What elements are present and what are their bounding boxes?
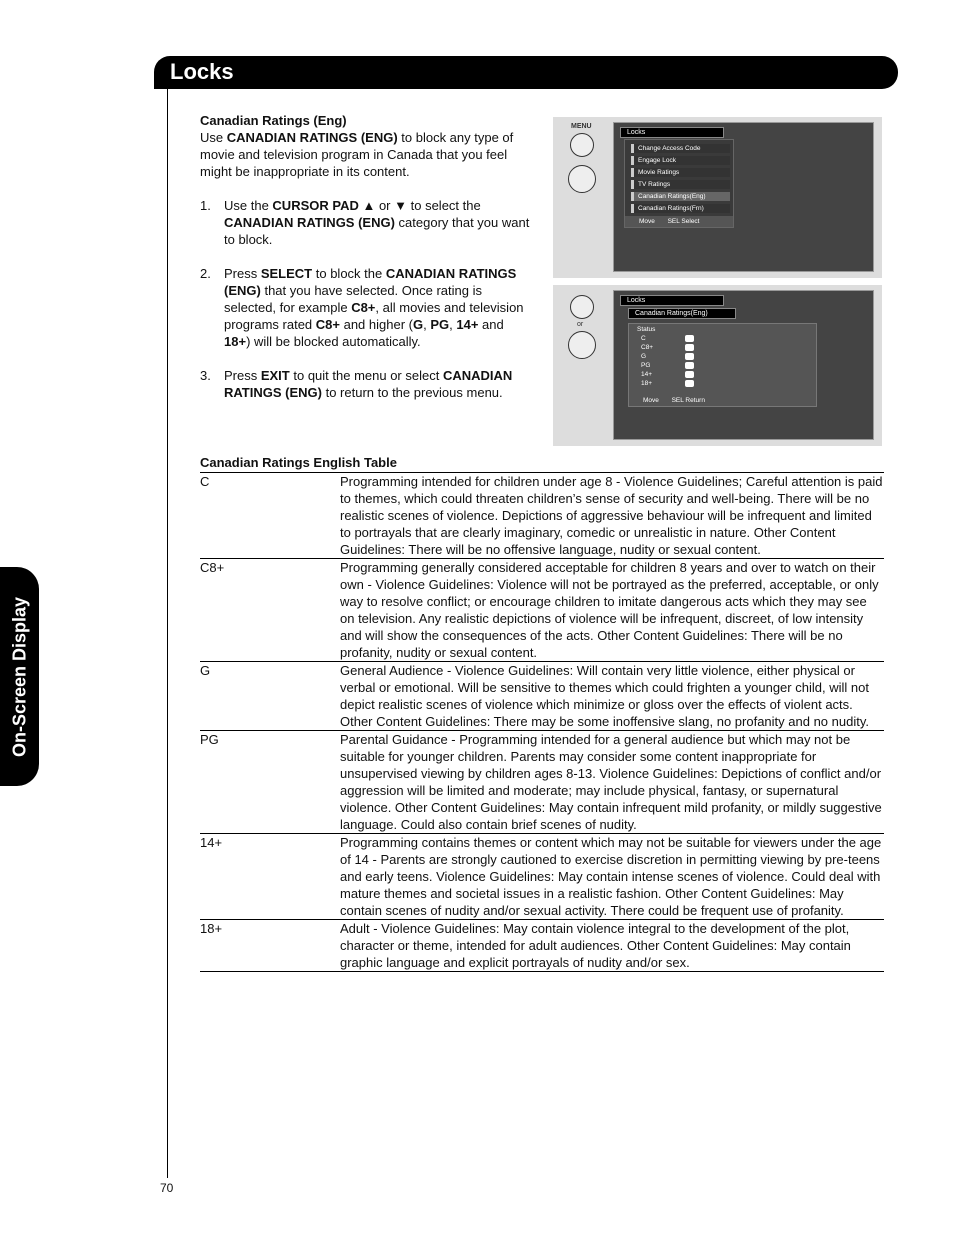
osd-item: Movie Ratings — [631, 168, 730, 177]
rating-code: PG — [200, 732, 219, 747]
side-tab-label: On-Screen Display — [9, 596, 29, 757]
rating-code: C — [200, 474, 210, 489]
menu-button-icon — [570, 133, 594, 157]
or-label: or — [577, 321, 584, 328]
menu-screenshot-1 — [553, 117, 882, 278]
lock-icon — [685, 344, 694, 351]
lock-icon — [685, 380, 694, 387]
rating-description: Programming generally considered acceptable for children 8 years and over to watch on their own - Violence Guidelines: Violence will not be portrayed as the preferred, acceptable, or only way to resolve conflict; or encourage children to imitate dangerous acts which they may see on television. Any realistic depictions of violence will be infrequent, discreet, of low intensity and will show the consequences of the acts. Other Content Guidelines: There will be no profanity, nudity or sexual content. — [340, 560, 879, 660]
page-number: 70 — [160, 1181, 174, 1195]
osd-title: Locks — [620, 295, 724, 306]
ratings-status-box — [628, 323, 817, 407]
lock-icon — [685, 362, 694, 369]
osd-item: Canadian Ratings(Frn) — [631, 204, 730, 213]
osd-subtitle: Canadian Ratings(Eng) — [628, 308, 736, 319]
table-title: Canadian Ratings English Table — [200, 455, 397, 470]
rating-code: 14+ — [200, 835, 223, 850]
select-button-icon — [570, 295, 594, 319]
lock-icon — [685, 371, 694, 378]
page-title: Locks — [170, 59, 234, 84]
osd-item-selected: Canadian Ratings(Eng) — [631, 192, 730, 201]
margin-rule — [167, 89, 168, 1178]
osd-item: Change Access Code — [631, 144, 730, 153]
rating-code: G — [200, 663, 211, 678]
instructions — [200, 112, 530, 401]
header-bar — [154, 56, 898, 89]
rating-g: G — [641, 353, 647, 360]
intro-text: Use CANADIAN RATINGS (ENG) to block any type of movie and television program in Canada that you feel might be inappropriate in its content. — [200, 130, 514, 179]
rating-description: Adult - Violence Guidelines: May contain violence integral to the development of the plot, character or theme, intended for adult audiences. Other Content Guidelines: May contain graphic language and explicit portrayals of nudity and/or sex. — [340, 921, 851, 970]
menu-screenshot-2 — [553, 285, 882, 446]
osd-item: TV Ratings — [631, 180, 730, 189]
side-tab — [0, 567, 39, 786]
step-3: 3. Press EXIT to quit the menu or select CANADIAN RATINGS (ENG) to return to the previous menu. — [200, 368, 513, 400]
lock-icon — [685, 335, 694, 342]
rating-14: 14+ — [641, 371, 653, 378]
ratings-table — [200, 472, 884, 972]
osd-title: Locks — [620, 127, 724, 138]
rating-c: C — [641, 335, 646, 342]
menu-button-label: MENU — [571, 123, 592, 130]
osd-footer: Move SEL Select — [625, 216, 733, 227]
rating-code: C8+ — [200, 560, 225, 575]
osd-menu — [624, 139, 734, 228]
table-row — [200, 559, 884, 662]
table-row — [200, 662, 884, 731]
cursor-pad-icon — [568, 331, 596, 359]
step-1: 1. Use the CURSOR PAD ▲ or ▼ to select the CANADIAN RATINGS (ENG) category that you want to block. — [200, 198, 530, 247]
rating-c8: C8+ — [641, 344, 654, 351]
osd-footer: Move SEL Return — [629, 395, 816, 406]
table-row — [200, 834, 884, 920]
tv-screen — [613, 122, 874, 272]
osd-item: Engage Lock — [631, 156, 730, 165]
table-row — [200, 731, 884, 834]
rating-code: 18+ — [200, 921, 223, 936]
rating-pg: PG — [641, 362, 651, 369]
rating-description: Parental Guidance - Programming intended for a general audience but which may not be suitable for younger children. Parents may consider some content inappropriate for unsupervised viewing by children ages 8-13. Violence Guidelines: Depictions of conflict and/or aggression will be limited and moderate; may include physical, fantasy, or supernatural violence. Other Content Guidelines: May contain infrequent mild profanity, or mildly suggestive language. Could also contain brief scenes of nudity. — [340, 732, 882, 832]
rating-18: 18+ — [641, 380, 653, 387]
status-label: Status — [637, 326, 656, 333]
rating-description: Programming intended for children under age 8 - Violence Guidelines; Careful attention is paid to themes, which could threaten children’s sense of security and well-being. There will be no realistic scenes of violence. Depictions of aggressive behaviour will be infrequent and limited to portrayals that are clearly imaginary, comedic or unrealistic in nature. Other Content Guidelines: There will be no offensive language, nudity or sexual content. — [340, 474, 883, 557]
table-row — [200, 920, 884, 972]
cursor-pad-icon — [568, 165, 596, 193]
table-row — [200, 473, 884, 559]
section-heading: Canadian Ratings (Eng) — [200, 113, 347, 128]
tv-screen — [613, 290, 874, 440]
lock-icon — [685, 353, 694, 360]
rating-description: Programming contains themes or content which may not be suitable for viewers under the age of 14 - Parents are strongly cautioned to exercise discretion in permitting viewing by pre-teens and early teens. Violence Guidelines: May contain intense scenes of violence. Could deal with mature themes and societal issues in a realistic fashion. Other Content Guidelines: May contain scenes of nudity and/or sexual activity. There could be frequent use of profanity. — [340, 835, 882, 918]
step-2: 2. Press SELECT to block the CANADIAN RATINGS (ENG) that you have selected. Once rating is selected, for example C8+, all movies and television programs rated C8+ and higher (G, PG, 14+ and 18+) will be blocked automatically. — [200, 266, 524, 349]
rating-description: General Audience - Violence Guidelines: Will contain very little violence, either physical or verbal or emotional. Will be sensitive to themes which could frighten a younger child, will not depict realistic scenes of violence which minimize or gloss over the effects of violent acts. Other Content Guidelines: There may be some inoffensive slang, no profanity and no nudity. — [340, 663, 869, 729]
